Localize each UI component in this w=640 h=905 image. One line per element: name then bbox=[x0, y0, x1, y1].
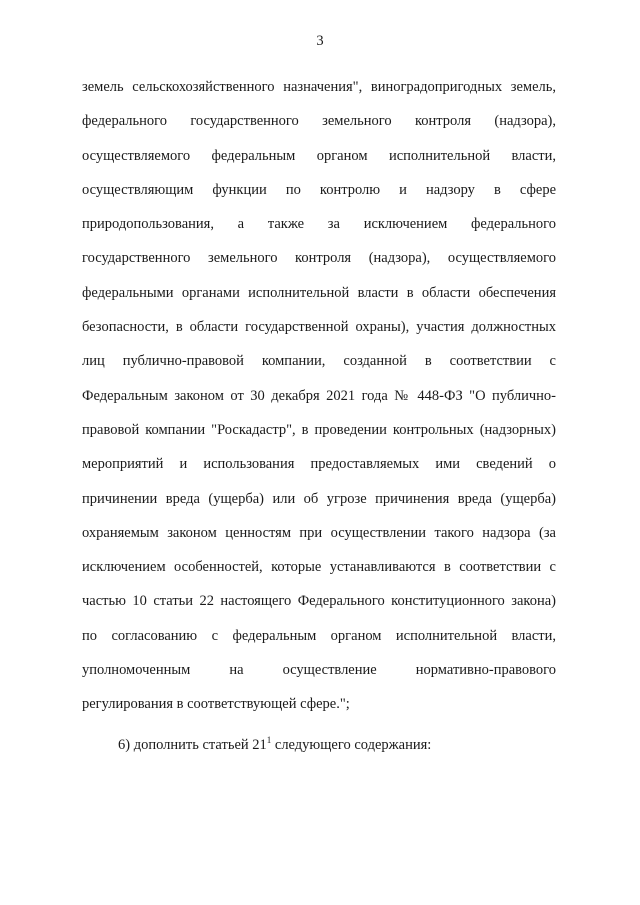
text-line-last: регулирования в соответствующей сфере."; bbox=[82, 696, 350, 713]
text-line: исключением особенностей, которые устанавливаются в соответствии с bbox=[82, 559, 556, 576]
text-line: осуществляющим функции по контролю и надзору в сфере bbox=[82, 181, 556, 198]
text-line: уполномоченным на осуществление нормативно-правового bbox=[82, 662, 556, 679]
text-line: мероприятий и использования предоставляемых ими сведений о bbox=[82, 456, 556, 473]
article-superscript: 1 bbox=[266, 735, 272, 746]
text-line: Федеральным законом от 30 декабря 2021 года № 448-ФЗ "О публично- bbox=[82, 387, 556, 404]
text-line: природопользования, а также за исключением федерального bbox=[82, 216, 556, 233]
text-line: федеральными органами исполнительной власти в области обеспечения bbox=[82, 284, 556, 301]
text-line: земель сельскохозяйственного назначения", виноградопригодных земель, bbox=[82, 79, 556, 95]
text-line: частью 10 статьи 22 настоящего Федерального конституционного закона) bbox=[82, 593, 556, 610]
text-line: правовой компании "Роскадастр", в проведении контрольных (надзорных) bbox=[82, 421, 556, 438]
law-text-block bbox=[82, 70, 556, 722]
text-line: охраняемым законом ценностям при осуществлении такого надзора (за bbox=[82, 524, 556, 541]
text-line: причинении вреда (ущерба) или об угрозе причинения вреда (ущерба) bbox=[82, 490, 556, 507]
text-line: безопасности, в области государственной охраны), участия должностных bbox=[82, 319, 556, 336]
text-line: осуществляемого федеральным органом исполнительной власти, bbox=[82, 147, 556, 164]
item-6-paragraph bbox=[82, 728, 556, 762]
text-line: лиц публично-правовой компании, созданной в соответствии с bbox=[82, 353, 556, 370]
text-line: федерального государственного земельного контроля (надзора), bbox=[82, 113, 556, 130]
item-6-suffix: следующего содержания: bbox=[271, 737, 432, 753]
text-line: государственного земельного контроля (надзора), осуществляемого bbox=[82, 250, 556, 267]
item-6-prefix: 6) дополнить статьей 21 bbox=[118, 737, 267, 753]
text-line: по согласованию с федеральным органом исполнительной власти, bbox=[82, 627, 556, 644]
page-number: 3 bbox=[316, 33, 324, 49]
